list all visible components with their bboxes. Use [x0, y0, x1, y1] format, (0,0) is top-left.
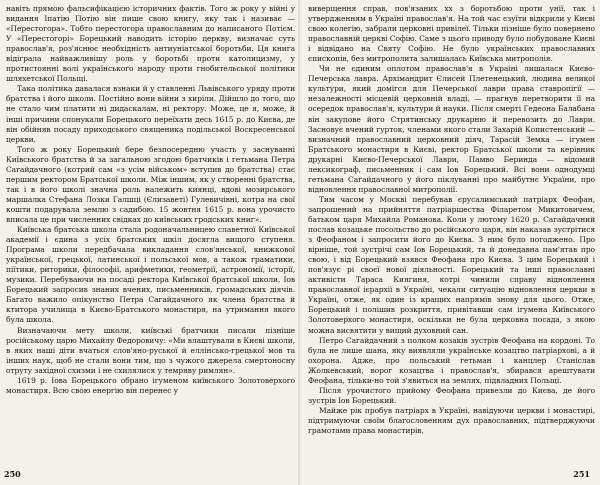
paragraph: Тим часом у Москві перебував єрусалимський патріарх Феофан, запрошений на прийняття патріаршества Філаретом Микитовичем, батьком царя Михайла Романова. Коли у лютому 1620 р. Сагайдачний послав козацьке посольство до російського царя, він наказав зустрітися з Феофаном і запросити його до Києва. З ним було погоджено. Про вірніше, той зустрічі сам Іов Борецький, та й донедавна пам'ятав про свою, і від Борецький взявся Феофана про Києва. З цим Борецький і пов'язує рі своєї нової діяльності. Борецький та інші православні активісти Тараса Киягиня, котрі чинили справу відновлення православної ієрархії в Україні, чекали ситуацію відновлення церкви в Україні, отже, як один із кращих напрямів знову для цього. Отже, Борецький і полішив розкриття, привітавши сам ігумена Київського Золотоверхого монастиря, оскільки не була церковна посада, з якою можна висвятити у вищий духовний сан. [308, 194, 595, 335]
paragraph: виверщення справ, пов'язаних хх з боротьбою проти унії, так і утвердженням в Україні православ'я. На той час єзуїти відкрили у Києві свою колегію, забрали церковні привілеї. Тільки пізніше було повернено православній церкві Софію. Саме з цього приводу було побудоване Києві і відвідано на Святу Софію. Не було українських православних єпископів, без митрополита залишалась Київська митрополія. [308, 4, 595, 64]
paragraph: Майже рік пробув патріарх в Україні, навідуючи церкви і монастирі, підтримуючи своїм благословенням дух православних, підтверджуючи грамотами права монастирів, [308, 405, 595, 435]
paragraph: Після урочистого прийому Феофана привезли до Києва, де його зустрів Іов Борецький. [308, 385, 595, 405]
right-page [300, 0, 600, 485]
page-number-left: 250 [4, 469, 21, 479]
paragraph: Чи не єдиним оплотом православ'я в Україні лишалася Києво-Печерська лавра. Архімандрит Єлисей Плетенецький, людина великої культури, який домігся для Печерської лаври права ставропігії — незалежності місцевій церковній владі, — прагнув перетворити її на осередок православ'я, культури й науки. Після смерті Гедеона Балабана він закупове його Стрятинську друкарню й перевозить до Лаври. Засновує вчений гурток, членами якого стали Захарій Копистенський — визначний православний церковний діяч, Тарасій Земка — ігумен Братського монастиря в Києві, ректор Братської школи та керівник друкарні Києво-Печерської Лаври, Памво Беринда — відомий лексикограф, письменник і сам Іов Борецький. Всі вони однодумці гетьмана Сагайдачного у його піклуванні про майбутнє України, про відновлення православної митрополії. [308, 64, 595, 194]
page-number-right: 251 [573, 469, 590, 479]
paragraph: Того ж року Борецький бере безпосередню участь у заснуванні Київського братства й за загальною згодою братчиків і гетьмана Петра Сагайдачного (котрий сам «з усім військом» вступив до братства) стає першим ректором Братської школи. Між іншим, як у створенні братства, так і в його школі значна роль належить киянці, вдові мозирського маршалка Стефана Лозки Галшці (Єлизаветі) Гулевичівні, котра на свої кошти подарувала землю з садибою. 15 жовтня 1615 р. вона урочисто вписала це при численних свідках до київських гродських книг». [6, 144, 295, 224]
paragraph: Визначаючи мету школи, київські братчики писали пізніше російському царю Михайлу Федоровичу: «Ми влаштували в Києві школи, в яких наші діти вчаться слов'яно-руської й еллінсько-грецької мов та інших наук, щоб не стали вони тим, що з чужого джерела смертоносну отруту західної схизми і не схилялися у темряву римлян». [6, 325, 295, 375]
paragraph: Київська братська школа стала родоначальницею славетної Київської академії і єдина з усіх братських шкіл досягла вищого ступеня. Програма школи передбачала викладання слов'янської, книжкової української, грецької, латинської і польської мов, а також граматики, піїтики, риторики, філософії, арифметики, геометрії, астрономії, історії, музики. Перебуваючи на посаді ректора Київської братської школи, Іов Борецький запросив знаних вчених, письменників, громадських діячів. Багато важило опікунство Петра Сагайдачного як члена братства й ктитора училища в Києво-Братського монастиря, на утримання якого була школа. [6, 225, 295, 325]
paragraph: Петро Сагайдачний з полком козаків зустрів Феофана на кордоні. То була не лише шана, яку виявляли українське козацтво патріархові, а й охорона. Адже, про польський гетьман і канцлер Станіслав Жолкевський, ворог козацтва і православ'я, збирався арештувати Феофана, тільки-но той з'явиться на землях, підвладних Польщі. [308, 335, 595, 385]
paragraph: навіть прямою фальсифікацією історичних фактів. Того ж року у війні у видання Іпатію Потію він пише свою книгу, яку так і називає — «Перестогора». Тобто перестогора православним до написаного Потієм. У «Перестогорі» Борецький наводить історію церкву, визначає суть православ'я, роз'яснює необхідність антиуніатської боротьби. Ця книга відіграла найважливішу роль у боротьбі проти католицизму, у протистоянні волі українського народу проти гнобительської політики шляхетської Польщі. [6, 4, 295, 84]
paragraph: 1619 р. Іова Борецького обрано ігуменом київського Золотоверхого монастиря. Всю свою енергію він перенес у [6, 375, 295, 395]
paragraph: Така політика давалася взнаки й у ставленні Львівського уряду проти братства і його школи. Постійно вони війни з хиріли. Дійшло до того, що не стало чим платити ні дидаскалам, ні ректору. Може, це я, може, й інші причини спонукали Борецького переїхати десь 1615 р. до Києва, де він обійняв посаду приходського священика подільської Воскресенської церкви. [6, 84, 295, 144]
